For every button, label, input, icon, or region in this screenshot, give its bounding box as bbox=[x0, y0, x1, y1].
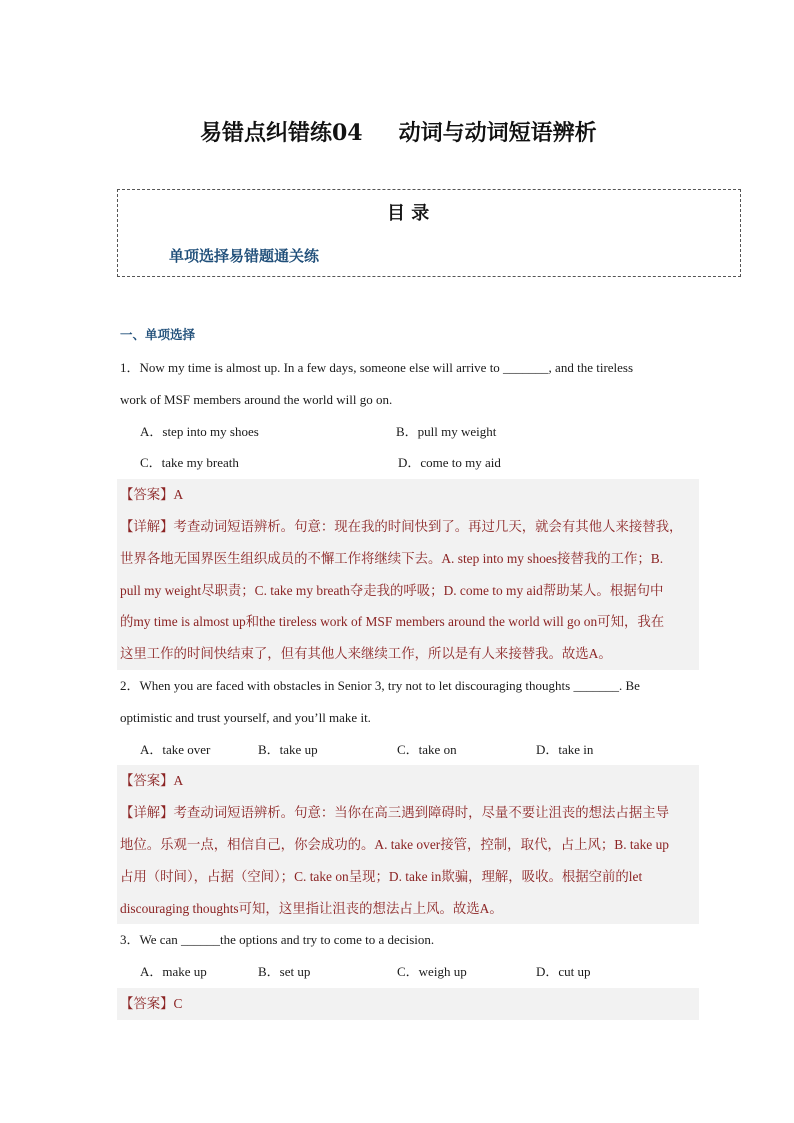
question-1-answer-block bbox=[117, 479, 699, 670]
question-2-explanation-line-2: 地位。乐观一点，相信自己，你会成功的。A. take over接管，控制，取代，占上风；B. take up bbox=[120, 836, 669, 852]
question-3-option-b: B．set up bbox=[258, 964, 311, 980]
question-1-option-a: A．step into my shoes bbox=[140, 423, 259, 439]
question-3-stem-line-1: 3．We can ______the options and try to come to a decision. bbox=[120, 932, 435, 948]
question-2-answer: 【答案】A bbox=[120, 773, 184, 789]
question-1-option-d: D．come to my aid bbox=[398, 455, 501, 471]
question-1-option-b: B．pull my weight bbox=[396, 423, 497, 439]
question-3-options-row bbox=[117, 956, 699, 988]
title-code: 易错点纠错练04 bbox=[200, 120, 363, 146]
question-2-option-c: C．take on bbox=[397, 741, 457, 757]
question-3-option-d: D．cut up bbox=[536, 964, 591, 980]
title-topic: 动词与动词短语辨析 bbox=[398, 120, 597, 146]
question-1-options-row-2 bbox=[117, 447, 699, 479]
question-2 bbox=[117, 670, 699, 924]
question-1-explanation-line-5: 这里工作的时间快结束了，但有其他人来继续工作，所以是有人来接替我。故选A。 bbox=[120, 646, 612, 662]
question-list bbox=[117, 352, 699, 1020]
question-2-explanation-line-4: discouraging thoughts可知，这里指让沮丧的想法占上风。故选A。 bbox=[120, 900, 503, 916]
question-1-explanation-line-4: 的my time is almost up和the tireless work of MSF members around the world will go on可知，我在 bbox=[120, 614, 665, 630]
question-1-explanation-line-3: pull my weight尽职责；C. take my breath夺走我的呼吸；D. come to my aid帮助某人。根据句中 bbox=[120, 582, 664, 598]
page-title bbox=[200, 117, 597, 149]
question-1-explanation-line-1: 【详解】考查动词短语辨析。句意：现在我的时间快到了。再过几天，就会有其他人来接替我， bbox=[120, 518, 683, 534]
question-1 bbox=[117, 352, 699, 670]
question-2-explanation-line-1: 【详解】考查动词短语辨析。句意：当你在高三遇到障碍时，尽量不要让沮丧的想法占据主导 bbox=[120, 805, 670, 821]
question-3-answer: 【答案】C bbox=[120, 995, 183, 1011]
question-1-explanation-line-2: 世界各地无国界医生组织成员的不懈工作将继续下去。A. step into my shoes接替我的工作；B. bbox=[120, 550, 664, 566]
table-of-contents bbox=[117, 189, 741, 277]
question-1-stem-line-1: 1．Now my time is almost up. In a few days, someone else will arrive to _______, and the tireless bbox=[120, 360, 634, 375]
question-3-option-c: C．weigh up bbox=[397, 964, 467, 980]
question-3-answer-block bbox=[117, 988, 699, 1020]
question-2-options-row bbox=[117, 734, 699, 766]
question-2-option-a: A．take over bbox=[140, 741, 211, 757]
toc-heading: 目 录 bbox=[387, 203, 430, 224]
section-heading: 一、单项选择 bbox=[120, 327, 196, 342]
question-2-explanation-line-3: 占用（时间），占据（空间）；C. take on呈现；D. take in欺骗，理解，吸收。根据空前的let bbox=[120, 868, 643, 884]
question-2-stem-line-1: 2．When you are faced with obstacles in Senior 3, try not to let discouraging thoughts _______. Be bbox=[120, 677, 640, 693]
question-2-stem-line-2: optimistic and trust yourself, and you’ll make it. bbox=[120, 709, 371, 725]
question-2-option-b: B．take up bbox=[258, 741, 318, 757]
question-2-answer-block bbox=[117, 765, 699, 924]
question-3-option-a: A．make up bbox=[140, 964, 207, 980]
question-2-option-d: D．take in bbox=[536, 741, 594, 757]
question-1-stem-line-2: work of MSF members around the world will go on. bbox=[120, 391, 393, 407]
question-1-answer: 【答案】A bbox=[120, 487, 184, 503]
question-1-options-row-1 bbox=[117, 416, 699, 448]
question-3 bbox=[117, 924, 699, 1019]
toc-item-single-choice[interactable]: 单项选择易错题通关练 bbox=[169, 247, 320, 265]
question-1-option-c: C．take my breath bbox=[140, 455, 239, 471]
